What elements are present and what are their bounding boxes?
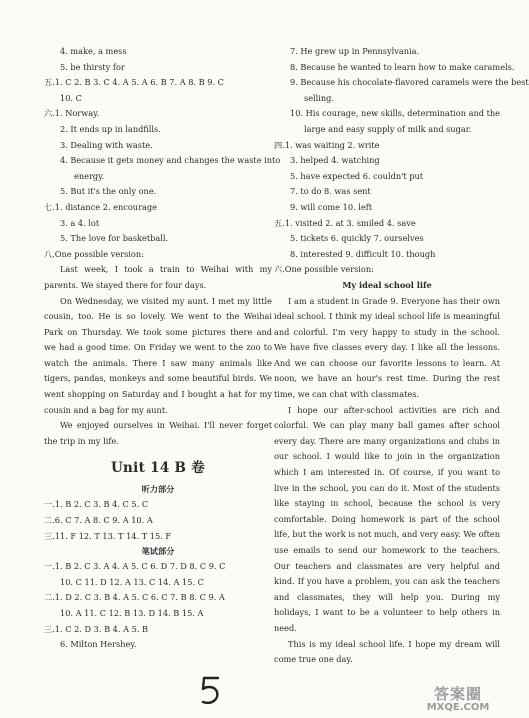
answer-line: 7. He grew up in Pennsylvania. bbox=[290, 46, 420, 56]
answer-line: 二.1. D 2. C 3. B 4. A 5. C 6. C 7. B 8. C 9. A bbox=[44, 592, 225, 603]
answer-line: 10. C 11. D 12. A 13. C 14. A 15. C bbox=[60, 576, 204, 587]
answer-line: 4. Because it gets money and changes the waste into bbox=[60, 155, 281, 166]
answer-line: 6. Milton Hershey. bbox=[60, 639, 137, 650]
left-column bbox=[44, 44, 281, 653]
answer-line: 10. C bbox=[60, 92, 82, 103]
essay-title: My ideal school life bbox=[342, 279, 432, 290]
answer-line: 9. Because his chocolate-flavored caramels were the best bbox=[290, 77, 529, 88]
answer-line: 5. The love for basketball. bbox=[60, 233, 169, 244]
answer-line: 8. Because he wanted to learn how to make caramels. bbox=[290, 61, 515, 72]
answer-line: 9. will come 10. left bbox=[290, 201, 373, 212]
answer-line: 5. tickets 6. quickly 7. ourselves bbox=[290, 233, 424, 244]
answer-line: 二.6. C 7. A 8. C 9. A 10. A bbox=[44, 515, 153, 526]
right-column bbox=[274, 44, 529, 668]
answer-line: 六.1. Norway. bbox=[44, 108, 100, 119]
answer-line: selling. bbox=[304, 92, 335, 103]
unit-title: Unit 14 B 卷 bbox=[110, 460, 206, 477]
answer-line: large and easy supply of milk and sugar. bbox=[304, 123, 472, 134]
essay-paragraph: I hope our after-school activities are rich and colorful. We can play many ball games after school every day. There are many organizations and clubs in our school. I would like to join in the organization which I am interested in. Of course, if you want to live in the school, you can do it. Most of the students like staying in school, because the school is very comfortable. Doing homework is part of the school life, but the work is not much, and very easy. We often use emails to send our homework to the teachers. Our teachers and classmates are very helpful and kind. If you have a problem, you can ask the teachers and classmates, they will help you. During my holidays, I want to be a volunteer to help others in need. bbox=[274, 404, 500, 633]
answer-line: 3. Dealing with waste. bbox=[60, 139, 153, 150]
answer-line: 八.One possible version: bbox=[44, 248, 144, 259]
essay-paragraph: Last week, I took a train to Weihai with my parents. We stayed there for four days. bbox=[44, 264, 272, 290]
answer-line: 三.1. C 2. D 3. B 4. A 5. B bbox=[44, 623, 149, 634]
essay-paragraph: This is my ideal school life. I hope my dream will come true one day. bbox=[274, 638, 500, 665]
answer-line: energy. bbox=[74, 170, 105, 181]
essay-paragraph: We enjoyed ourselves in Weihai. I'll never forget the trip in my life. bbox=[44, 420, 272, 446]
essay-paragraph: I am a student in Grade 9. Everyone has their own ideal school. I think my ideal school life is meaningful and colorful. I'm very happy to study in the school. We have five classes every day. I like all the lessons. And we can choose our favorite lessons to learn. At noon, we have an hour's rest time. During the rest time, we can chat with classmates. bbox=[274, 295, 500, 400]
answer-line: 10. A 11. C 12. B 13. D 14. B 15. A bbox=[60, 608, 204, 618]
answer-line: 3. a 4. lot bbox=[60, 217, 100, 228]
watermark-url-text: MXQE.COM bbox=[426, 702, 490, 713]
answer-line: 一.1. B 2. C 3. A 4. A 5. C 6. D 7. D 8. C 9. C bbox=[44, 561, 226, 572]
answer-line: 8. interested 9. difficult 10. though bbox=[290, 248, 436, 259]
listening-section-title: 听力部分 bbox=[141, 484, 175, 495]
answer-line: 5. But it's the only one. bbox=[60, 186, 157, 197]
watermark-cn-text: 答案圈 bbox=[433, 685, 482, 703]
written-section-title: 笔试部分 bbox=[141, 546, 175, 557]
answer-line: 7. to do 8. was sent bbox=[290, 186, 371, 197]
answer-line: 三.11. F 12. T 13. T 14. T 15. F bbox=[44, 530, 172, 541]
answer-line: 5. be thirsty for bbox=[60, 61, 125, 72]
answer-line: 七.1. distance 2. encourage bbox=[44, 201, 157, 212]
answer-line: 10. His courage, new skills, determination and the bbox=[290, 108, 501, 119]
answer-line: 4. make, a mess bbox=[60, 46, 127, 56]
page-number bbox=[198, 675, 224, 707]
answer-line: 一.1. B 2. C 3. B 4. C 5. C bbox=[44, 499, 149, 510]
answer-line: 五.1. visited 2. at 3. smiled 4. save bbox=[274, 217, 416, 228]
answer-line: 2. It ends up in landfills. bbox=[60, 123, 161, 134]
answer-line: 六.One possible version: bbox=[274, 264, 374, 275]
watermark-logo bbox=[418, 683, 498, 717]
answer-line: 五.1. C 2. B 3. C 4. A 5. A 6. B 7. A 8. B 9. C bbox=[44, 77, 224, 88]
essay-paragraph: On Wednesday, we visited my aunt. I met my little cousin, too. He is so lovely. We went to the Weihai Park on Thursday. We took some pictures there and we had a good time. On Friday we went to the zoo to watch the animals. There I saw many animals like tigers, pandas, monkeys and some beautiful birds. We went shopping on Saturday and I bought a hat for my cousin and a bag for my aunt. bbox=[44, 295, 272, 415]
answer-line: 3. helped 4. watching bbox=[290, 155, 380, 166]
answer-line: 四.1. was waiting 2. write bbox=[274, 139, 380, 150]
answer-line: 5. have expected 6. couldn't put bbox=[290, 170, 424, 181]
